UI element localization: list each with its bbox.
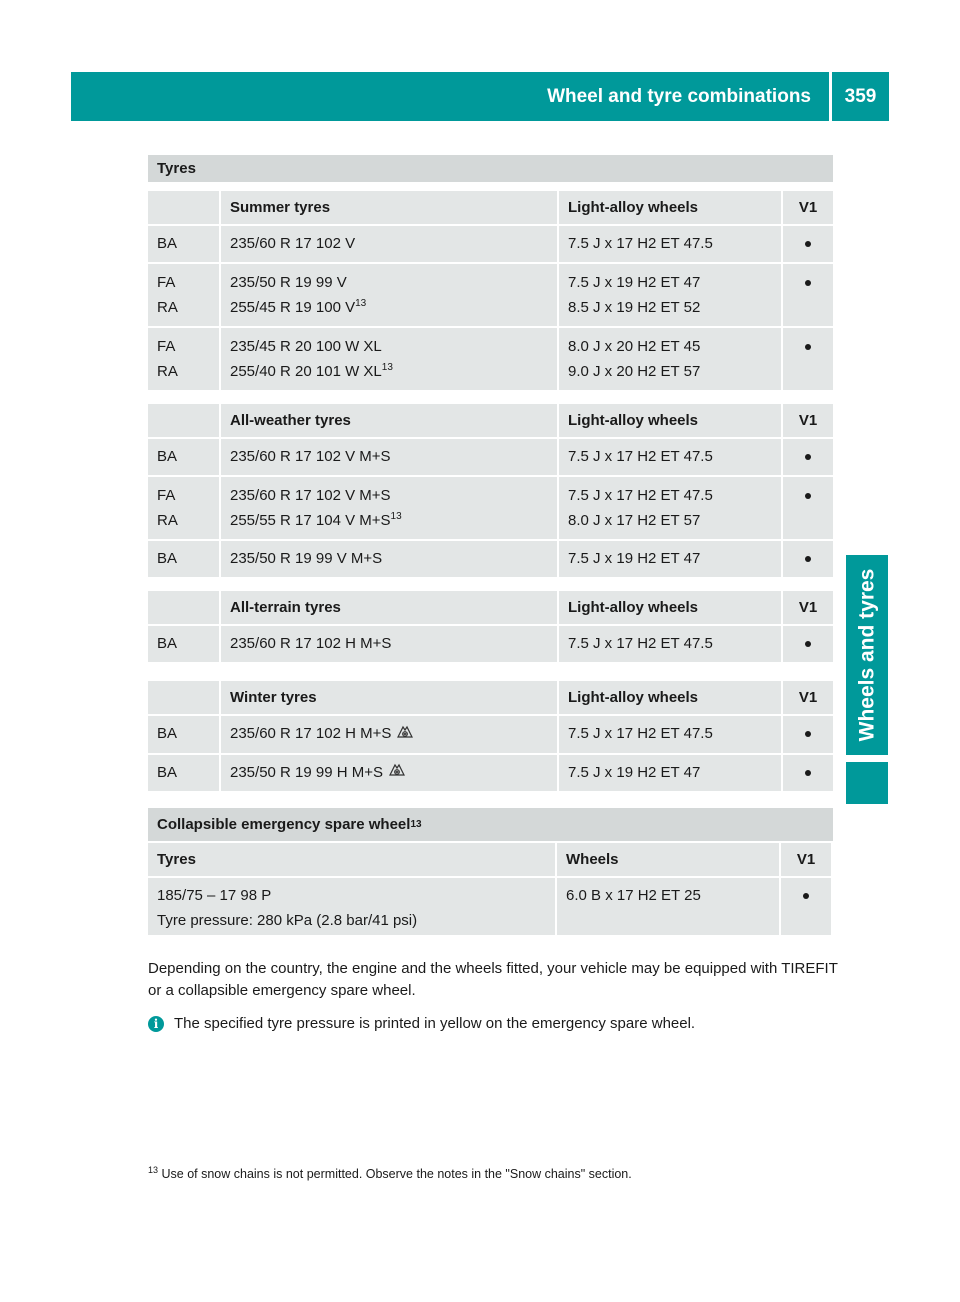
- axle-cell: [148, 477, 219, 539]
- v1-cell: [783, 264, 833, 326]
- availability-dot: [805, 770, 811, 776]
- tyre-size: [230, 334, 548, 359]
- table-row: [148, 477, 833, 539]
- availability-dot: [805, 493, 811, 499]
- axle-cell: [148, 716, 219, 753]
- tyre-size: [230, 231, 548, 256]
- snowflake-mountain-icon: [389, 760, 405, 785]
- tyre-size-cell: [221, 226, 557, 262]
- axle-cell: [148, 226, 219, 262]
- axle-cell: [148, 439, 219, 475]
- all-terrain-tyres-table: [148, 591, 833, 664]
- axle-label: BA: [157, 763, 178, 781]
- tyre-size-cell: [221, 626, 557, 662]
- winter-tyres-table: [148, 681, 833, 793]
- tyre-size: [230, 483, 548, 508]
- axle-cell: [148, 755, 219, 792]
- table-row: [148, 626, 833, 662]
- table-row: [148, 226, 833, 262]
- table-header-row: [148, 681, 833, 714]
- side-tab-marker: [846, 762, 888, 804]
- v1-cell: [783, 439, 833, 475]
- axle-label: RA: [157, 363, 178, 380]
- tyres-section-title: Tyres: [148, 155, 833, 182]
- table-header-row: [148, 404, 833, 437]
- tyre-size-cell: [221, 477, 557, 539]
- header-cell: Light-alloy wheels: [559, 191, 781, 224]
- axle-label: FA: [157, 487, 176, 504]
- table-header-row: [148, 191, 833, 224]
- tyre-size-cell: [221, 541, 557, 577]
- axle-label: RA: [157, 512, 178, 529]
- tyre-size: [230, 631, 548, 656]
- tyre-size-cell: [221, 716, 557, 753]
- tyre-size-text: 255/55 R 17 104 V M+S: [230, 512, 391, 529]
- tyre-size: [230, 444, 548, 469]
- wheel-size-cell: [559, 716, 781, 753]
- tyre-size-cell: [221, 755, 557, 792]
- wheel-size: 7.5 J x 17 H2 ET 47.5: [568, 487, 713, 504]
- wheel-size-cell: [559, 439, 781, 475]
- v1-cell: [783, 328, 833, 390]
- header-cell: V1: [783, 191, 833, 224]
- side-tab-label: Wheels and tyres: [855, 568, 879, 742]
- axle-label: BA: [157, 235, 178, 252]
- tyre-size: [230, 721, 548, 747]
- axle-cell: [148, 328, 219, 390]
- spare-header-row: [148, 843, 833, 876]
- v1-cell: [783, 226, 833, 262]
- header-cell: [148, 681, 219, 714]
- header-cell: V1: [783, 591, 833, 624]
- table-row: [148, 716, 833, 753]
- header-cell: Tyres: [148, 843, 555, 876]
- spare-wheel-title-text: Collapsible emergency spare wheel: [157, 816, 411, 833]
- spare-tyre-pressure: Tyre pressure: 280 kPa (2.8 bar/41 psi): [157, 912, 418, 929]
- page-header-title: Wheel and tyre combinations: [547, 85, 811, 107]
- wheel-size: 7.5 J x 17 H2 ET 47.5: [568, 235, 713, 252]
- axle-cell: [148, 264, 219, 326]
- tyre-size-text: 235/60 R 17 102 V M+S: [230, 448, 391, 465]
- availability-dot: [803, 893, 809, 899]
- info-note-text: The specified tyre pressure is printed in yellow on the emergency spare wheel.: [174, 1015, 696, 1032]
- availability-dot: [805, 241, 811, 247]
- wheel-size-cell: [559, 264, 781, 326]
- axle-label: RA: [157, 299, 178, 316]
- tyre-size-cell: [221, 439, 557, 475]
- tyre-size: [230, 546, 548, 571]
- table-row: [148, 264, 833, 326]
- tyre-size-cell: [221, 264, 557, 326]
- table-row: [148, 541, 833, 577]
- summer-tyres-table: [148, 155, 833, 392]
- axle-label: BA: [157, 635, 178, 652]
- header-cell: Light-alloy wheels: [559, 681, 781, 714]
- tyre-size-text: 255/45 R 19 100 V: [230, 299, 356, 316]
- tyre-size-text: 235/60 R 17 102 H M+S: [230, 725, 392, 742]
- page-number: 359: [844, 85, 877, 107]
- header-cell: Wheels: [557, 843, 779, 876]
- tyre-size-text: 235/60 R 17 102 V: [230, 235, 356, 252]
- table-row: [148, 439, 833, 475]
- v1-cell: [781, 878, 831, 935]
- spare-tyre-cell: [148, 878, 555, 935]
- tyre-size-text: 235/60 R 17 102 H M+S: [230, 635, 392, 652]
- wheel-size-cell: [559, 626, 781, 662]
- axle-label: FA: [157, 338, 176, 355]
- table-header-row: [148, 591, 833, 624]
- tyre-size: [230, 508, 548, 533]
- tyre-size-cell: [221, 328, 557, 390]
- tyre-size-text: 235/50 R 19 99 V: [230, 274, 347, 291]
- footnote-ref: 13: [355, 298, 367, 309]
- wheel-size: 7.5 J x 19 H2 ET 47: [568, 763, 701, 781]
- tyre-size: [230, 760, 548, 786]
- info-icon: i: [148, 1016, 164, 1032]
- header-cell: Light-alloy wheels: [559, 591, 781, 624]
- wheel-size-cell: [559, 541, 781, 577]
- v1-cell: [783, 477, 833, 539]
- v1-cell: [783, 541, 833, 577]
- wheel-size-cell: [559, 328, 781, 390]
- header-cell: V1: [783, 404, 833, 437]
- body-paragraph: Depending on the country, the engine and the wheels fitted, your vehicle may be equipped with TIREFIT or a collapsible emergency spare wheel.: [148, 960, 838, 999]
- wheel-size-cell: [559, 755, 781, 792]
- wheel-size: 8.0 J x 17 H2 ET 57: [568, 512, 701, 529]
- tyre-size-text: 235/45 R 20 100 W XL: [230, 338, 382, 355]
- wheel-size: 7.5 J x 17 H2 ET 47.5: [568, 635, 713, 652]
- axle-cell: [148, 541, 219, 577]
- spare-wheel-cell: 6.0 B x 17 H2 ET 25: [557, 878, 779, 935]
- tyre-size: [230, 295, 548, 320]
- availability-dot: [805, 344, 811, 350]
- availability-dot: [805, 641, 811, 647]
- table-row: [148, 328, 833, 390]
- axle-label: BA: [157, 725, 178, 742]
- wheel-size: 7.5 J x 17 H2 ET 47.5: [568, 725, 713, 742]
- spare-wheel-title: Collapsible emergency spare wheel 13: [148, 808, 833, 841]
- spare-tyre-size: 185/75 – 17 98 P: [157, 887, 272, 904]
- availability-dot: [805, 280, 811, 286]
- footnote-number: 13: [148, 1164, 159, 1175]
- wheel-size-cell: [559, 226, 781, 262]
- wheel-size: 7.5 J x 19 H2 ET 47: [568, 550, 701, 567]
- tyre-size-text: 235/60 R 17 102 V M+S: [230, 487, 391, 504]
- wheel-size: 8.0 J x 20 H2 ET 45: [568, 338, 701, 355]
- header-cell: V1: [783, 681, 833, 714]
- wheel-size-cell: [559, 477, 781, 539]
- tyre-size: [230, 359, 548, 384]
- wheel-size: 8.5 J x 19 H2 ET 52: [568, 299, 701, 316]
- header-cell: All-weather tyres: [221, 404, 557, 437]
- wheel-size: 9.0 J x 20 H2 ET 57: [568, 363, 701, 380]
- tyre-size-text: 255/40 R 20 101 W XL: [230, 363, 382, 380]
- all-weather-tyres-table: [148, 404, 833, 579]
- header-cell: [148, 404, 219, 437]
- axle-label: BA: [157, 448, 178, 465]
- header-cell: [148, 191, 219, 224]
- axle-cell: [148, 626, 219, 662]
- header-cell: V1: [781, 843, 831, 876]
- footnote: [148, 1164, 632, 1181]
- table-row: [148, 755, 833, 792]
- wheel-size: 7.5 J x 17 H2 ET 47.5: [568, 448, 713, 465]
- header-cell: Summer tyres: [221, 191, 557, 224]
- wheel-size: 7.5 J x 19 H2 ET 47: [568, 274, 701, 291]
- header-cell: Light-alloy wheels: [559, 404, 781, 437]
- header-cell: [148, 591, 219, 624]
- axle-label: FA: [157, 274, 176, 291]
- tyre-size-text: 235/50 R 19 99 H M+S: [230, 763, 384, 781]
- axle-label: BA: [157, 550, 178, 567]
- tyre-size: [230, 270, 548, 295]
- header-cell: All-terrain tyres: [221, 591, 557, 624]
- availability-dot: [805, 731, 811, 737]
- footnote-ref: 13: [390, 511, 402, 522]
- availability-dot: [805, 454, 811, 460]
- v1-cell: [783, 626, 833, 662]
- header-cell: Winter tyres: [221, 681, 557, 714]
- side-tab-label-wrap: [846, 555, 888, 755]
- table-row: [148, 878, 833, 935]
- footnote-text: Use of snow chains is not permitted. Observe the notes in the "Snow chains" section.: [161, 1167, 632, 1181]
- snowflake-mountain-icon: [397, 722, 413, 747]
- tyre-size-text: 235/50 R 19 99 V M+S: [230, 550, 383, 567]
- v1-cell: [783, 755, 833, 792]
- v1-cell: [783, 716, 833, 753]
- availability-dot: [805, 556, 811, 562]
- spare-wheel-table: [148, 808, 833, 937]
- footnote-ref: 13: [381, 362, 393, 373]
- info-note: [148, 1013, 838, 1035]
